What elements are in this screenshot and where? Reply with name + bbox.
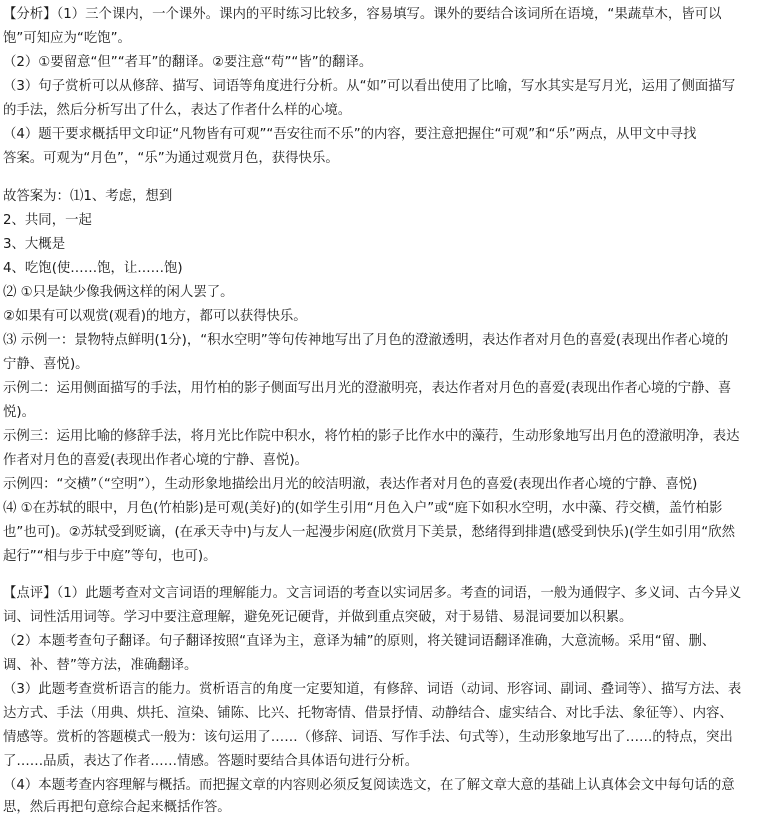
answer-line: 作者对月色的喜爱(表现出作者心境的宁静、喜悦)。 <box>3 453 309 468</box>
answer-line: 示例二：运用侧面描写的手法，用竹柏的影子侧面写出月光的澄澈明亮，表达作者对月色的喜爱(表现出作者心境的宁静、喜 <box>3 381 732 396</box>
answer-line: ⑵ ①只是缺少像我俩这样的闲人罢了。 <box>3 285 234 300</box>
analysis-line: （4）题干要求概括甲文印证“凡物皆有可观”“吾安往而不乐”的内容，要注意把握住“可观”和“乐”两点，从甲文中寻找 <box>3 127 697 142</box>
comment-line: （4）本题考查内容理解与概括。而把握文章的内容则必须反复阅读选文，在了解文章大意的基础上认真体会文中每句话的意 <box>3 778 735 793</box>
comment-line: 达方式、手法（用典、烘托、渲染、铺陈、比兴、托物寄情、借景抒情、动静结合、虚实结合、对比手法、象征等）、内容、 <box>3 706 733 721</box>
analysis-line: （2）①要留意“但”“者耳”的翻译。②要注意“苟”“皆”的翻译。 <box>3 55 373 70</box>
analysis-line: 饱”可知应为“吃饱”。 <box>3 31 131 46</box>
analysis-line: 【分析】（1）三个课内，一个课外。课内的平时练习比较多，容易填写。课外的要结合该词所在语境，“果蔬草木，皆可以 <box>3 7 722 22</box>
answer-line: 4、吃饱(使……饱，让……饱) <box>3 261 183 276</box>
answer-line: 故答案为：⑴1、考虑，想到 <box>3 189 173 204</box>
answer-line: 起行”“相与步于中庭”等句，也可)。 <box>3 549 217 564</box>
analysis-line: 答案。可观为“月色”，“乐”为通过观赏月色，获得快乐。 <box>3 151 339 166</box>
comment-line: 调、补、替”等方法，准确翻译。 <box>3 658 198 673</box>
answer-line: ⑶ 示例一：景物特点鲜明(1分)，“积水空明”等句传神地写出了月色的澄澈透明，表达作者对月色的喜爱(表现出作者心境的 <box>3 333 729 348</box>
comment-line: 情感等。赏析的答题模式一般为：该句运用了……（修辞、词语、写作手法、句式等），生动形象地写出了……的特点，突出 <box>3 730 733 745</box>
answer-line: 示例三：运用比喻的修辞手法，将月光比作院中积水，将竹柏的影子比作水中的藻荇，生动形象地写出月色的澄澈明净，表达 <box>3 429 740 444</box>
comment-line: 词、词性活用词等。学习中要注意理解，避免死记硬背，并做到重点突破，对于易错、易混词要加以积累。 <box>3 610 633 625</box>
comment-line: （3）此题考查赏析语言的能力。赏析语言的角度一定要知道，有修辞、词语（动词、形容词、副词、叠词等）、描写方法、表 <box>3 682 742 697</box>
answer-line: 3、大概是 <box>3 237 66 252</box>
comment-line: （2）本题考查句子翻译。句子翻译按照“直译为主，意译为辅”的原则，将关键词语翻译准确，大意流畅。采用“留、删、 <box>3 634 716 649</box>
analysis-line: 的手法，然后分析写出了什么，表达了作者什么样的心境。 <box>3 103 352 118</box>
answer-line: 2、共同，一起 <box>3 213 92 228</box>
answer-line: 悦)。 <box>3 405 36 420</box>
answer-line: ②如果有可以观赏(观看)的地方，都可以获得快乐。 <box>3 309 307 324</box>
comment-line: 【点评】（1）此题考查对文言词语的理解能力。文言词语的考查以实词居多。考查的词语，一般为通假字、多义词、古今异义 <box>3 586 742 601</box>
comment-line: 思，然后再把句意综合起来概括作答。 <box>3 800 231 815</box>
analysis-line: （3）句子赏析可以从修辞、描写、词语等角度进行分析。从“如”可以看出使用了比喻，写水其实是写月光，运用了侧面描写 <box>3 79 736 94</box>
answer-line: 示例四：“交横”（“空明”），生动形象地描绘出月光的皎洁明澈，表达作者对月色的喜爱(表现出作者心境的宁静、喜悦) <box>3 477 698 492</box>
answer-line: 宁静、喜悦)。 <box>3 357 89 372</box>
answer-line: 也”也可)。②苏轼受到贬谪，(在承天寺中)与友人一起漫步闲庭(欣赏月下美景，愁绪得到排遣(感受到快乐)(学生如引用“欣然 <box>3 525 735 540</box>
answer-line: ⑷ ①在苏轼的眼中，月色(竹柏影)是可观(美好)的(如学生引用“月色入户”或“庭下如积水空明，水中藻、荇交横，盖竹柏影 <box>3 501 723 516</box>
comment-line: 了……品质，表达了作者……情感。答题时要结合具体语句进行分析。 <box>3 754 419 769</box>
